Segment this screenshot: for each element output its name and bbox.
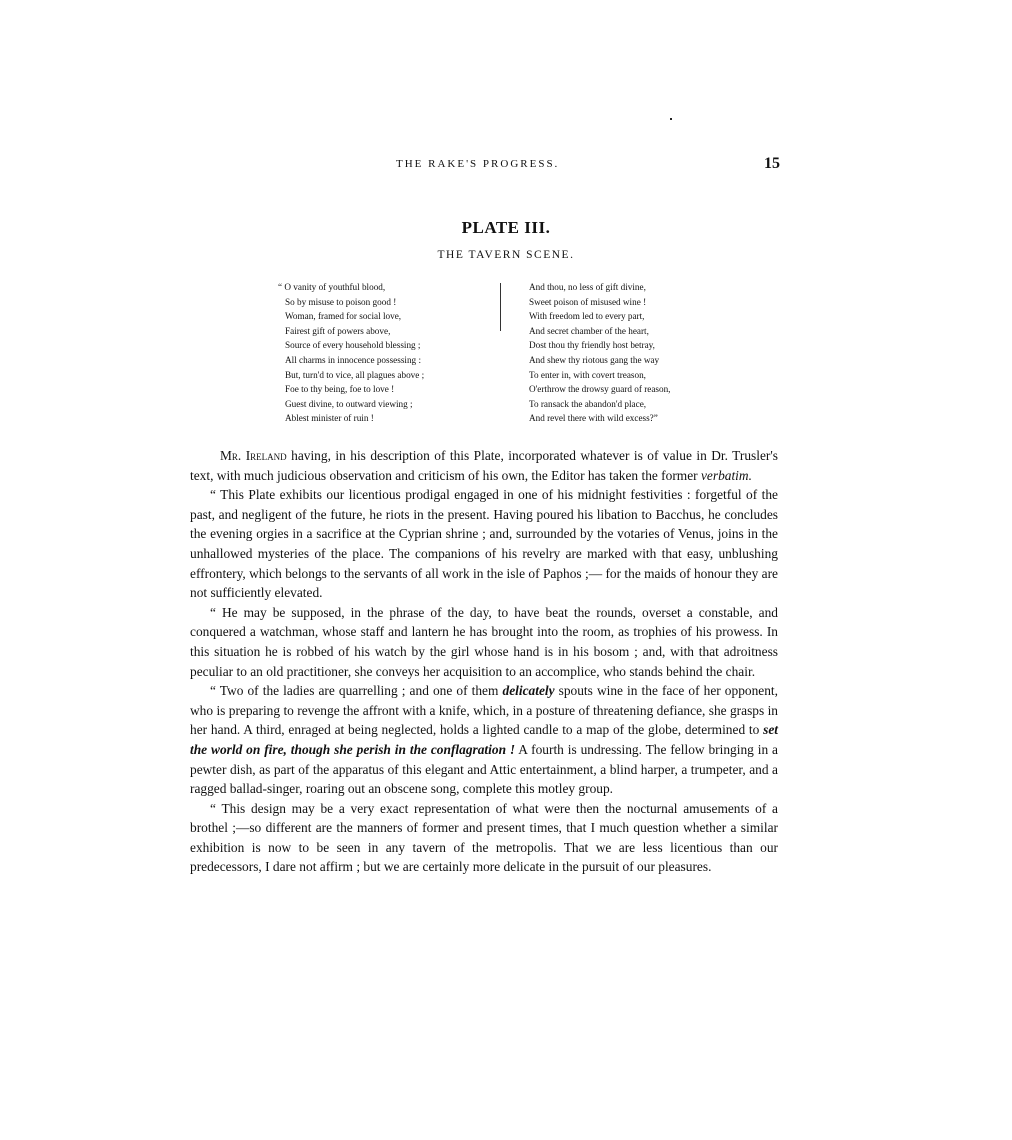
- paragraph: “ He may be supposed, in the phrase of the day, to have beat the rounds, overset a constable, and conquered a watchman, whose staff and lantern he has brought into the room, as trophies of his prowess. In this situation he is robbed of his watch by the girl whose hand is in his bosom ; and, with that adroitness peculiar to an old practitioner, she conveys her acquisition to an accomplice, who stands behind the chair.: [190, 604, 778, 679]
- verbatim-word: verbatim.: [700, 467, 752, 483]
- paragraph: “ This Plate exhibits our licentious prodigal engaged in one of his midnight festivities : forgetful of the past, and negligent of the future, he riots in the present. Having poured his libation to Bacchus, he concludes the evening orgies in a sacrifice at the Cyprian shrine ; and, surrounded by the votaries of Venus, joins in the unhallowed mysteries of the place. The companions of his revelry are marked with that easy, unblushing effrontery, which belongs to the servants of all work in the isle of Paphos ;— for the maids of honour they are not sufficiently elevated.: [190, 487, 778, 601]
- verse-line: Sweet poison of misused wine !: [529, 296, 647, 307]
- plate-title: PLATE III.: [461, 218, 551, 237]
- emphasis-world-on-fire: set the world on fire, though she perish in the conflagration !: [190, 722, 778, 757]
- paragraph: “ This design may be a very exact representation of what were then the nocturnal amusements of a brothel ;—so different are the manners of former and present times, that I much question whether a similar exhibition is now to be seen in any tavern of the metropolis. That we are less licentious than our predecessors, I dare not affirm ; but we are certainly more delicate in the pursuit of our pleasures.: [190, 800, 778, 875]
- verse-line: O'erthrow the drowsy guard of reason,: [529, 384, 671, 395]
- verse-left-column: [278, 280, 424, 426]
- verse-line: To enter in, with covert treason,: [529, 369, 646, 380]
- verse-right-column: [529, 280, 670, 426]
- author-name: Mr. Ireland: [220, 448, 287, 463]
- paragraph-text: having, in his description of this Plate, incorporated whatever is of value in Dr. Trusler's text, with much judicious observation and criticism of his own, the Editor has taken the former: [190, 448, 778, 483]
- verse-line: Fairest gift of powers above,: [285, 325, 391, 336]
- paragraph-text: spouts wine in the face of her opponent, who is preparing to revenge the affront with a knife, which, in a posture of threatening defiance, she grasps in her hand. A third, enraged at being neglected, holds a lighted candle to a map of the globe, determined to: [190, 683, 778, 738]
- paragraph-text: “ Two of the ladies are quarrelling ; and one of them: [210, 683, 503, 699]
- paragraph-text: A fourth is undressing. The fellow bringing in a pewter dish, as part of the apparatus of this elegant and Attic entertainment, a blind harper, a trumpeter, and a ragged ballad-singer, roaring out an obscene song, complete this motley group.: [190, 741, 778, 797]
- ink-speck: [670, 118, 672, 120]
- verse-divider: [500, 283, 501, 331]
- verse-line: And thou, no less of gift divine,: [529, 282, 646, 292]
- running-title: THE RAKE'S PROGRESS.: [396, 158, 560, 170]
- verse-line: But, turn'd to vice, all plagues above ;: [285, 369, 425, 380]
- verse-line: Source of every household blessing ;: [285, 340, 421, 351]
- paragraph-intro: [190, 446, 778, 485]
- verse-line: “ O vanity of youthful blood,: [278, 282, 386, 292]
- verse-line: And secret chamber of the heart,: [529, 325, 649, 336]
- verse-line: Foe to thy being, foe to love !: [285, 384, 395, 395]
- body-text: [190, 446, 778, 877]
- emphasis-delicately: delicately: [502, 683, 555, 699]
- paragraph: [190, 681, 778, 799]
- verse-line: And revel there with wild excess?”: [529, 413, 658, 424]
- verse-line: With freedom led to every part,: [529, 311, 645, 322]
- verse-line: And shew thy riotous gang the way: [529, 354, 660, 365]
- plate-subtitle: THE TAVERN SCENE.: [437, 249, 575, 261]
- verse-line: So by misuse to poison good !: [285, 296, 397, 307]
- verse-line: Ablest minister of ruin !: [285, 413, 374, 424]
- verse-line: Woman, framed for social love,: [285, 311, 402, 322]
- page-number: 15: [764, 155, 780, 172]
- verse-line: Dost thou thy friendly host betray,: [529, 340, 655, 351]
- verse-line: To ransack the abandon'd place,: [529, 398, 647, 409]
- verse-line: Guest divine, to outward viewing ;: [285, 398, 413, 409]
- verse-line: All charms in innocence possessing :: [285, 354, 422, 365]
